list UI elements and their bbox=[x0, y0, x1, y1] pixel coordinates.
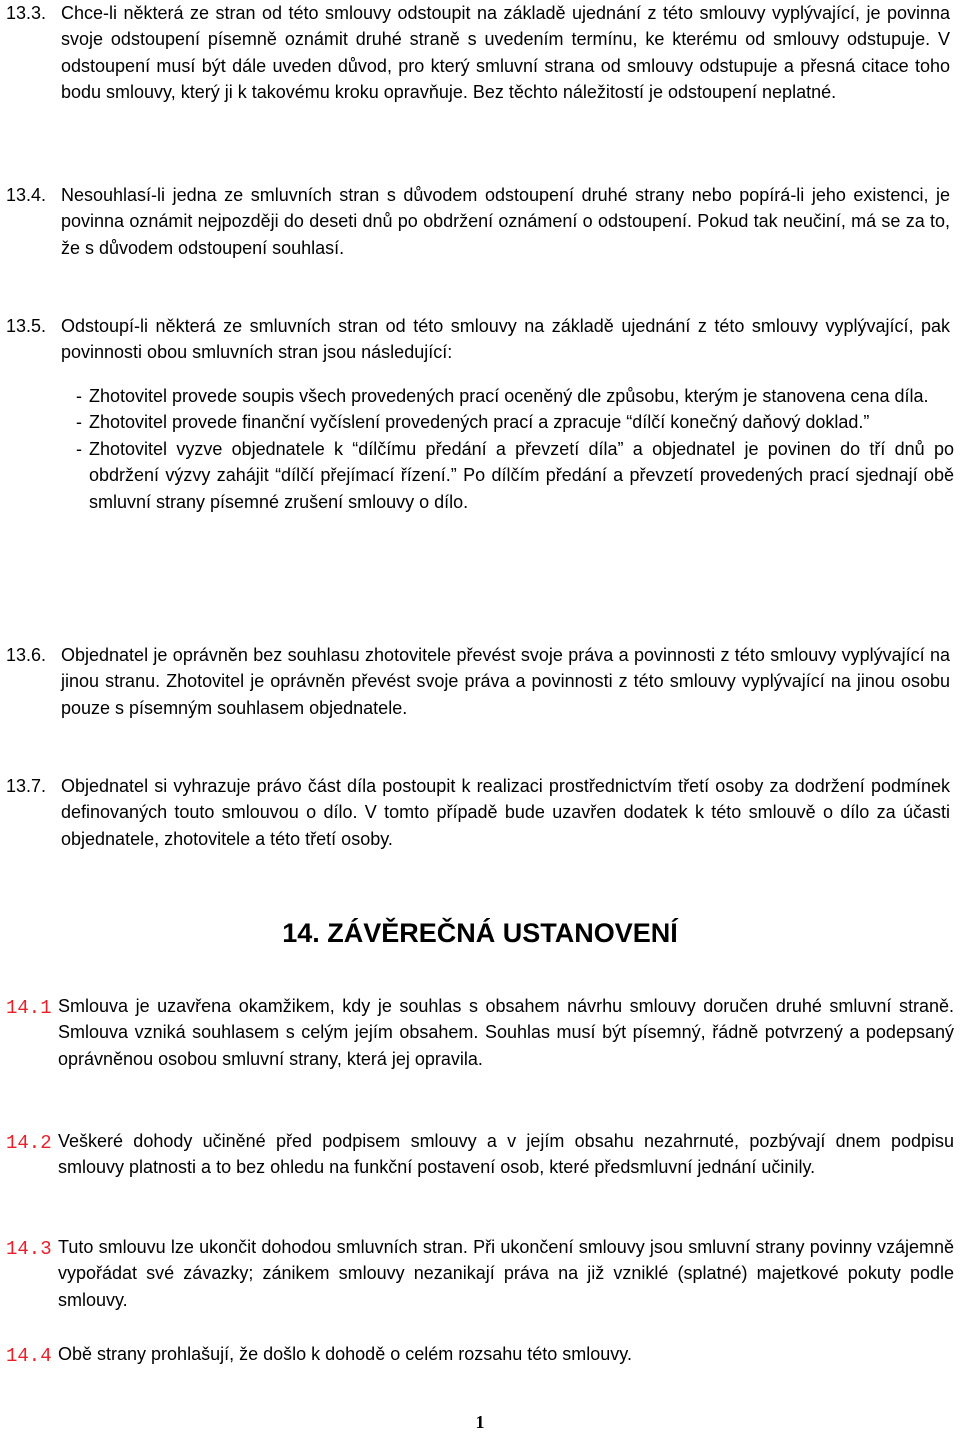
clause-14-4 bbox=[6, 1341, 954, 1367]
page-number: 1 bbox=[475, 1412, 485, 1432]
list-item bbox=[78, 409, 954, 435]
list-item bbox=[78, 383, 954, 409]
clause-text: Smlouva je uzavřena okamžikem, kdy je souhlas s obsahem návrhu smlouvy doručen druhé smluvní straně. Smlouva vzniká souhlasem s celým jejím obsahem. Souhlas musí být písemný, řádně potvrzený a podepsaný oprávněnou osobou smluvní strany, která jej opravila. bbox=[58, 996, 954, 1069]
clause-text: Chce-li některá ze stran od této smlouvy odstoupit na základě ujednání z této smlouvy vyplývající, je povinna svoje odstoupení písemně oznámit druhé straně s uvedením termínu, ke kterému od smlouvy odstupuje. V odstoupení musí být dále uveden důvod, pro který smluvní strana od smlouvy odstupuje a přesná citace toho bodu smlouvy, který ji k takovému kroku opravňuje. Bez těchto náležitostí je odstoupení neplatné. bbox=[61, 3, 950, 103]
section-heading: 14. ZÁVĚREČNÁ USTANOVENÍ bbox=[282, 918, 678, 948]
clause-number: 14.2 bbox=[6, 1132, 52, 1154]
clause-14-3 bbox=[6, 1234, 954, 1313]
list-item bbox=[78, 436, 954, 515]
clause-14-2 bbox=[6, 1128, 954, 1181]
clause-text: Objednatel je oprávněn bez souhlasu zhotovitele převést svoje práva a povinnosti z této smlouvy vyplývající na jinou stranu. Zhotovitel je oprávněn převést svoje práva a povinnosti z této smlouvy vyplývající na jinou osobu pouze s písemným souhlasem objednatele. bbox=[61, 645, 950, 718]
clause-text: Nesouhlasí-li jedna ze smluvních stran s důvodem odstoupení druhé strany nebo popírá-li jeho existenci, je povinna oznámit nejpozději do deseti dnů po obdržení oznámení o odstoupení. Pokud tak neučiní, má se za to, že s důvodem odstoupení souhlasí. bbox=[61, 185, 950, 258]
list-item-text: Zhotovitel provede soupis všech provedených prací oceněný dle způsobu, kterým je stanovena cena díla. bbox=[89, 386, 929, 406]
clause-text: Odstoupí-li některá ze smluvních stran od této smlouvy na základě ujednání z této smlouvy vyplývající, pak povinnosti obou smluvních stran jsou následující: bbox=[61, 316, 950, 363]
clause-number: 14.4 bbox=[6, 1345, 52, 1367]
obligations-list bbox=[78, 383, 954, 515]
clause-13-3 bbox=[6, 0, 950, 106]
list-dash: - bbox=[76, 412, 82, 433]
clause-13-4 bbox=[6, 182, 950, 261]
list-item-text: Zhotovitel vyzve objednatele k “dílčímu předání a převzetí díla” a objednatel je povinen do tří dnů po obdržení výzvy zahájit “dílčí přejímací řízení.” Po dílčím předání a převzetí provedených prací sjednají obě smluvní strany písemné zrušení smlouvy o dílo. bbox=[89, 438, 954, 512]
clause-text: Objednatel si vyhrazuje právo část díla postoupit k realizaci prostřednictvím třetí osoby za dodržení podmínek definovaných touto smlouvou o dílo. V tomto případě bude uzavřen dodatek k této smlouvě o dílo za účasti objednatele, zhotovitele a této třetí osoby. bbox=[61, 776, 950, 849]
clause-text: Veškeré dohody učiněné před podpisem smlouvy a v jejím obsahu nezahrnuté, pozbývají dnem podpisu smlouvy platnosti a to bez ohledu na funkční postavení osob, které předsmluvní jednání učinily. bbox=[58, 1131, 954, 1178]
clause-number: 13.4. bbox=[6, 185, 47, 205]
clause-14-1 bbox=[6, 993, 954, 1072]
list-item-text: Zhotovitel provede finanční vyčíslení provedených prací a zpracuje “dílčí konečný daňový doklad.” bbox=[89, 412, 870, 433]
clause-number: 13.3. bbox=[6, 3, 47, 23]
clause-number: 13.6. bbox=[6, 645, 47, 665]
clause-13-6 bbox=[6, 642, 950, 721]
clause-13-5 bbox=[6, 313, 950, 366]
clause-number: 13.7. bbox=[6, 776, 47, 796]
list-dash: - bbox=[76, 438, 82, 459]
clause-13-7 bbox=[6, 773, 950, 852]
clause-text: Tuto smlouvu lze ukončit dohodou smluvních stran. Při ukončení smlouvy jsou smluvní strany povinny vzájemně vypořádat své závazky; zánikem smlouvy nezanikají práva na již vzniklé (splatné) majetkové pokuty podle smlouvy. bbox=[58, 1237, 954, 1310]
list-dash: - bbox=[76, 386, 82, 406]
clause-number: 14.1 bbox=[6, 997, 52, 1019]
clause-number: 14.3 bbox=[6, 1238, 52, 1260]
clause-text: Obě strany prohlašují, že došlo k dohodě o celém rozsahu této smlouvy. bbox=[58, 1344, 632, 1364]
clause-number: 13.5. bbox=[6, 316, 47, 336]
